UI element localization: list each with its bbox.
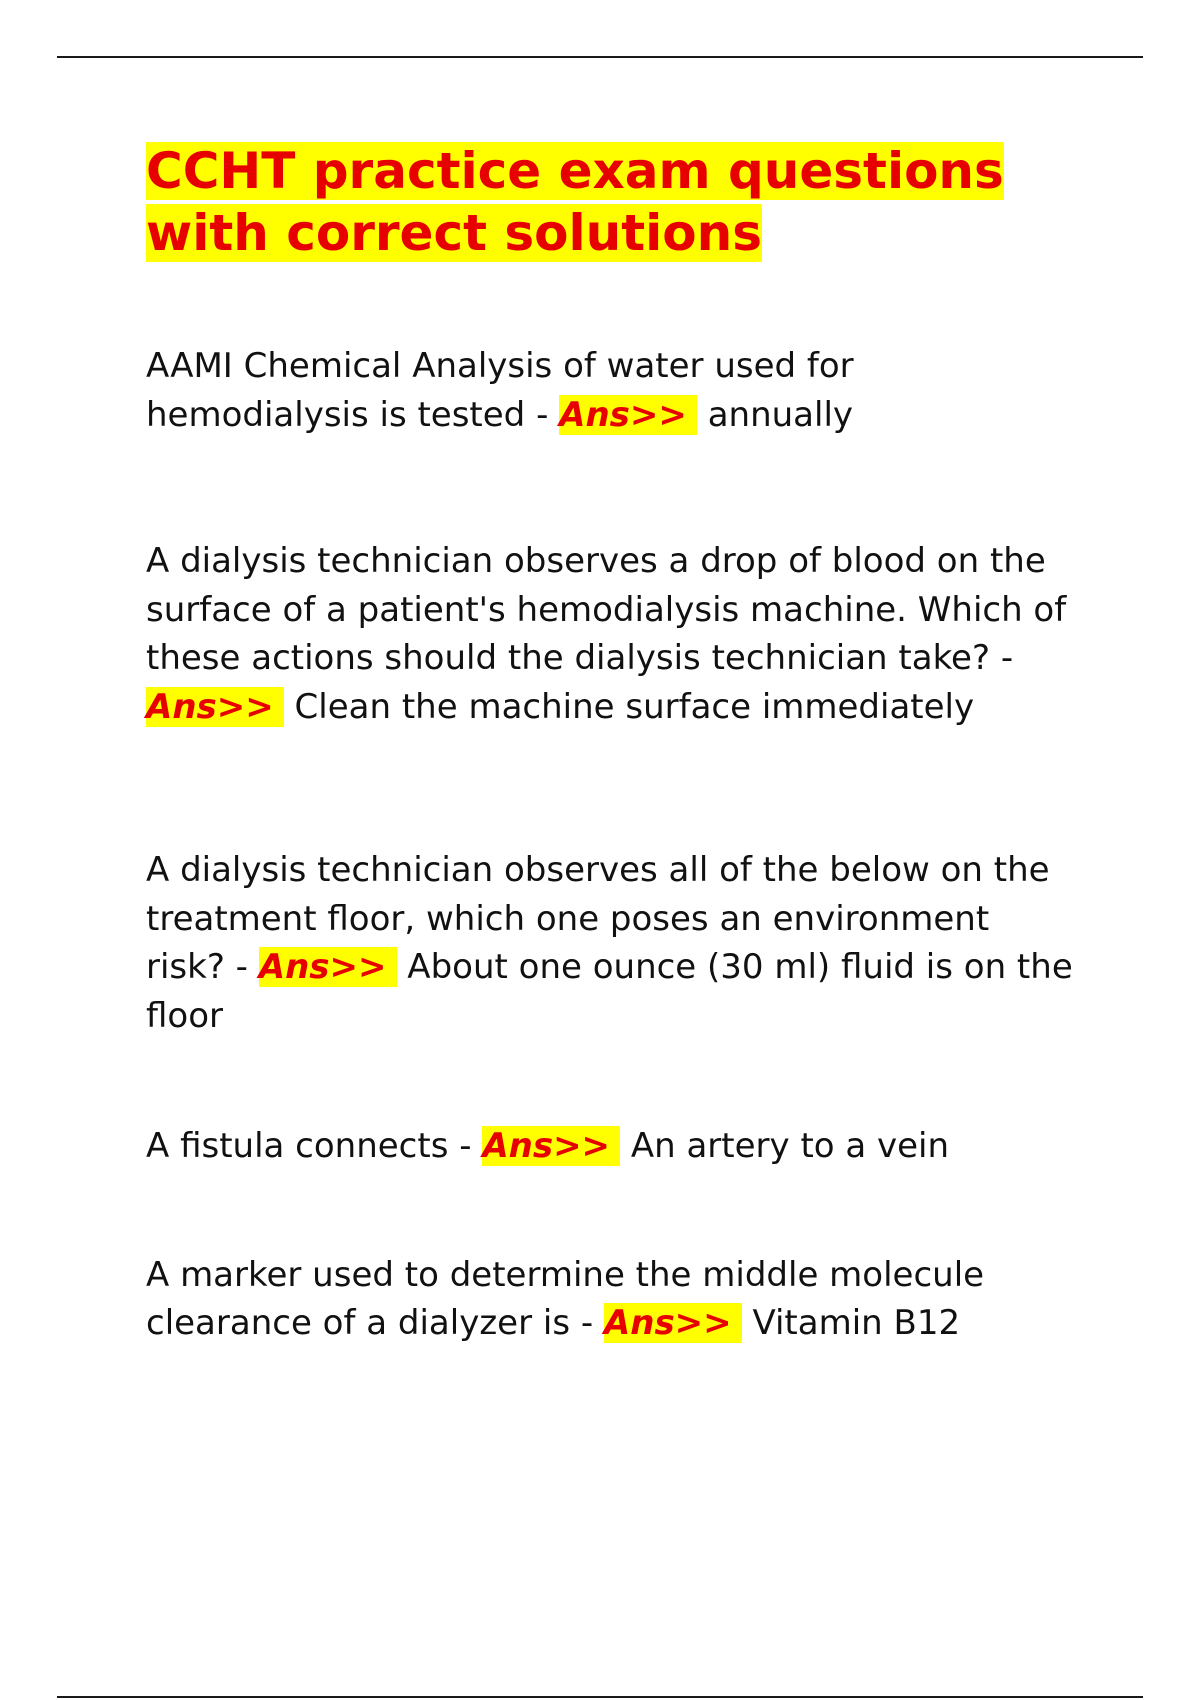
qa-item — [146, 1122, 1076, 1171]
answer-marker: Ans>> — [559, 395, 697, 435]
document-body — [146, 140, 1076, 1446]
question-text: A dialysis technician observes all of the below on the treatment floor, which one poses an environment risk? - — [146, 850, 1050, 987]
answer-marker: Ans>> — [259, 947, 397, 987]
answer-marker: Ans>> — [482, 1126, 620, 1166]
question-text: A marker used to determine the middle molecule clearance of a dialyzer is - — [146, 1254, 985, 1343]
answer-text: annually — [696, 394, 854, 435]
question-text: AAMI Chemical Analysis of water used for hemodialysis is tested - — [146, 346, 854, 435]
answer-marker: Ans>> — [604, 1303, 742, 1343]
answer-text: An artery to a vein — [620, 1126, 950, 1166]
answer-text: Clean the machine surface immediately — [283, 686, 975, 727]
question-text: A fistula connects - — [146, 1126, 483, 1166]
qa-item — [146, 846, 1076, 1040]
bottom-divider — [57, 1696, 1143, 1698]
top-divider — [57, 56, 1143, 58]
answer-text: About one ounce (30 ml) fluid is on the floor — [146, 947, 1073, 1036]
qa-item — [146, 342, 1076, 439]
answer-text: Vitamin B12 — [741, 1303, 961, 1343]
qa-item — [146, 1251, 1076, 1348]
answer-marker: Ans>> — [146, 687, 284, 727]
document-title-text: CCHT practice exam questions with correct solutions — [146, 142, 1004, 262]
qa-list — [146, 342, 1076, 1348]
document-title — [146, 140, 1076, 264]
qa-item — [146, 537, 1076, 731]
question-text: A dialysis technician observes a drop of blood on the surface of a patient's hemodialysis machine. Which of these actions should the dialysis technician take? - — [146, 541, 1067, 678]
